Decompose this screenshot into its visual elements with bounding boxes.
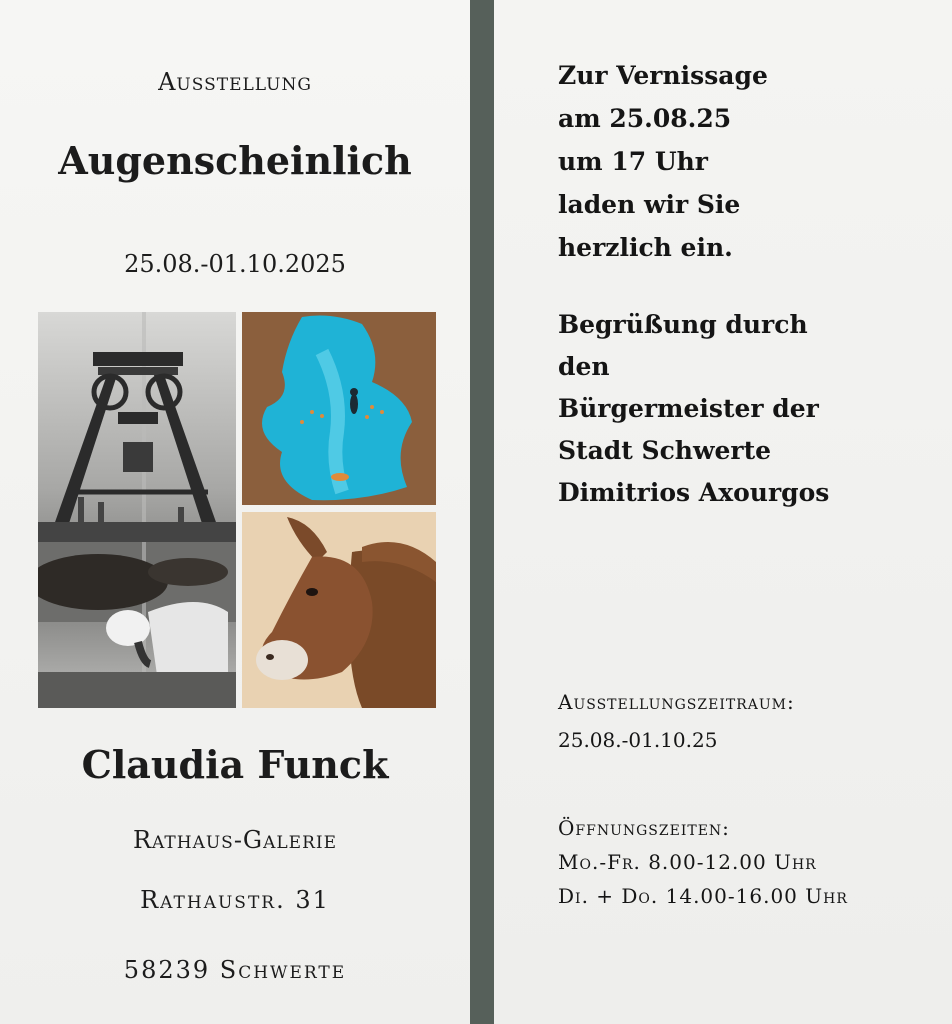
- venue-name: Rathaus-Galerie: [132, 826, 337, 854]
- period-value: 25.08.-01.10.25: [558, 728, 718, 752]
- exhibition-dates: 25.08.-01.10.2025: [124, 250, 346, 278]
- greeting-text: Begrüßung durch den Bürgermeister der Stadt Schwerte Dimitrios Axourgos: [558, 310, 830, 507]
- flyer-front: [0, 0, 470, 1024]
- diver-in-water-painting: [242, 312, 436, 505]
- opening-hours-label: Öffnungszeiten:: [558, 816, 730, 840]
- opening-hours-afternoon: Di. + Do. 14.00-16.00 Uhr: [558, 884, 848, 908]
- mine-headframe-painting: [38, 312, 236, 708]
- period-label: Ausstellungszeitraum:: [558, 690, 795, 714]
- artist-name: Claudia Funck: [81, 742, 389, 787]
- opening-hours-weekdays: Mo.-Fr. 8.00-12.00 Uhr: [558, 850, 817, 874]
- exhibition-label: Ausstellung: [158, 68, 312, 96]
- venue-street: Rathaustr. 31: [140, 886, 330, 914]
- invitation-text: Zur Vernissage am 25.08.25 um 17 Uhr laden wir Sie herzlich ein.: [558, 61, 768, 262]
- card-gap: [470, 0, 494, 1024]
- exhibition-title: Augenscheinlich: [58, 138, 412, 183]
- donkey-portrait-painting: [242, 512, 436, 708]
- venue-city: 58239 Schwerte: [123, 956, 347, 984]
